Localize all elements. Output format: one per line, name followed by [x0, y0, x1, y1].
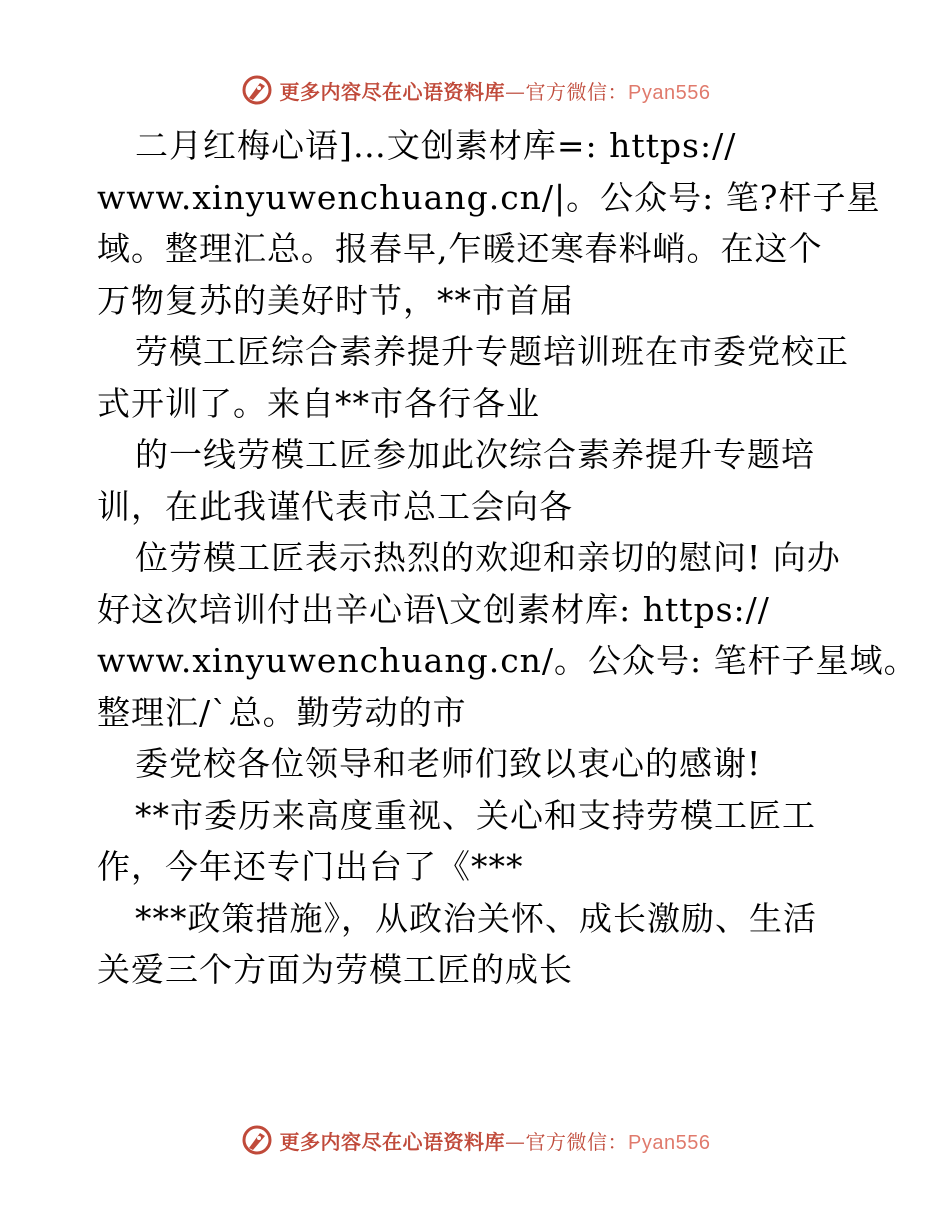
footer-banner-title: 更多内容尽在心语资料库 — [279, 1129, 506, 1154]
footer-banner-text-group — [280, 1126, 711, 1155]
body-line: www.xinyuwenchuang.cn/|。公众号: 笔?杆子星 — [97, 177, 881, 217]
footer-wechat-label: 官方微信： — [525, 1129, 629, 1154]
header-wechat-id: Pyan556 — [628, 81, 711, 104]
pen-nib-logo-icon — [240, 1123, 274, 1157]
body-line: www.xinyuwenchuang.cn/。公众号: 笔杆子星域。 — [97, 641, 918, 680]
header-banner — [0, 70, 950, 110]
body-line: **市委历来高度重视、关心和支持劳模工匠工 — [135, 795, 816, 835]
body-line: 的一线劳模工匠参加此次综合素养提升专题培 — [135, 435, 815, 474]
body-line: 域。整理汇总。报春早,乍暖还寒春料峭。在这个 — [97, 229, 823, 268]
body-line: 委党校各位领导和老师们致以衷心的感谢! — [135, 744, 762, 783]
body-line: ***政策措施》，从政治关怀、成长激励、生活 — [135, 898, 817, 938]
body-line: 二月红梅心语]…文创素材库=: https:// — [135, 126, 737, 165]
body-line: 式开训了。来自**市各行各业 — [97, 383, 540, 423]
body-line: 关爱三个方面为劳模工匠的成长 — [97, 950, 573, 989]
body-line: 劳模工匠综合素养提升专题培训班在市委党校正 — [135, 332, 849, 371]
body-text — [97, 120, 918, 996]
body-line: 作，今年还专门出台了《*** — [97, 847, 524, 886]
footer-banner — [0, 1120, 950, 1160]
header-banner-text-group — [280, 76, 711, 105]
header-banner-separator: — — [505, 79, 526, 104]
body-line: 位劳模工匠表示热烈的欢迎和亲切的慰问! 向办 — [135, 538, 841, 577]
footer-wechat-id: Pyan556 — [628, 1131, 711, 1154]
body-line: 整理汇/`总。勤劳动的市 — [97, 692, 467, 732]
header-banner-title: 更多内容尽在心语资料库 — [279, 79, 506, 104]
pen-nib-logo-icon — [240, 73, 274, 107]
body-line: 好这次培训付出辛心语\文创素材库: https:// — [97, 589, 770, 629]
footer-banner-separator: — — [505, 1129, 526, 1154]
header-wechat-label: 官方微信： — [525, 79, 629, 104]
body-line: 训，在此我谨代表市总工会向各 — [97, 486, 573, 526]
body-line: 万物复苏的美好时节，**市首届 — [97, 280, 574, 320]
